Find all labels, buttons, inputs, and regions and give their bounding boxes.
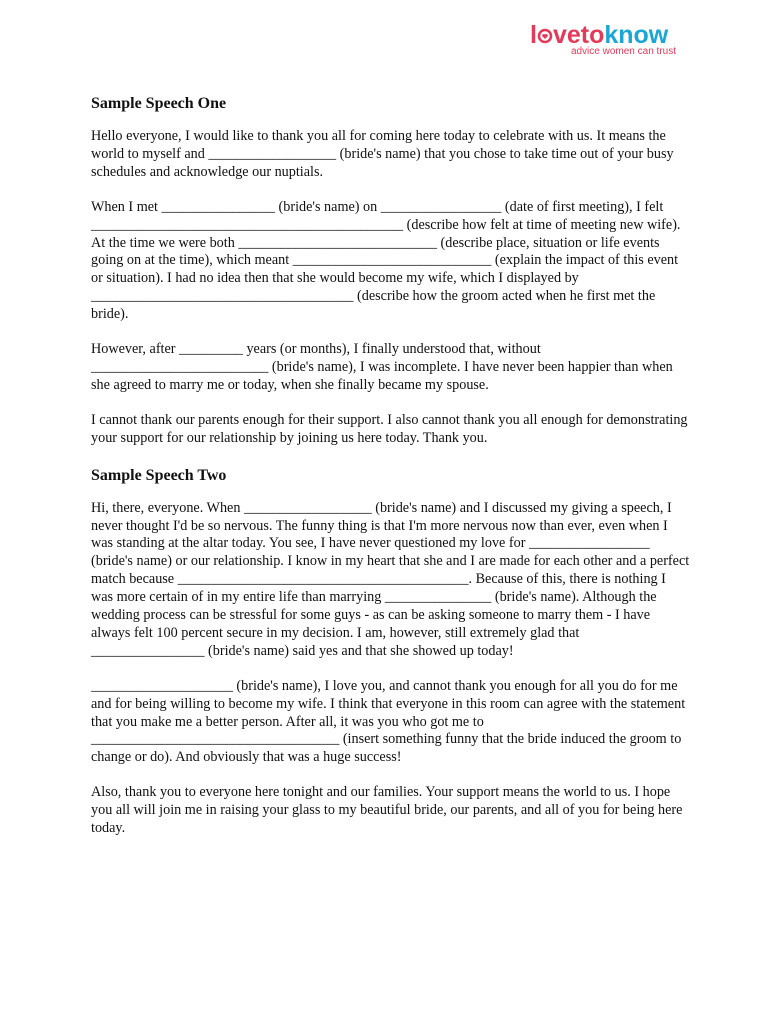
speech-two-section	[91, 466, 691, 838]
document-body	[91, 94, 691, 855]
logo-text-know: know	[604, 21, 669, 49]
speech-one-title: Sample Speech One	[91, 95, 227, 112]
logo-wordmark	[530, 22, 680, 48]
logo-text-veto: veto	[552, 21, 605, 49]
speech-one-paragraph-4: I cannot thank our parents enough for their support. I also cannot thank you all enough for demonstrating your support for our relationship by joining us here today. Thank you.	[91, 411, 688, 446]
lovetoknow-logo	[530, 22, 680, 58]
speech-two-paragraph-1: Hi, there, everyone. When __________________ (bride's name) and I discussed my giving a speech, I never thought I'd be so nervous. The funny thing is that I'm more nervous now than ever, even when I was standing at the altar today. You see, I have never questioned my love for _________________ (bride's name) or our relationship. I know in my heart that she and I are made for each other and a perfect match because _________________________________________. Because of this, there is nothing I was more certain of in my entire life than marrying _______________ (bride's name). Although the wedding process can be stressful for some guys - as can be asking someone to marry them - I have always felt 100 percent secure in my decision. I am, however, still extremely glad that ________________ (bride's name) said yes and that she showed up today!	[91, 499, 690, 659]
logo-text-l: l	[530, 21, 537, 49]
speech-one-paragraph-3: However, after _________ years (or months), I finally understood that, without _________________________ (bride's name), I was incomplete. I have never been happier than when she agreed to marry me or today, when she finally became my spouse.	[91, 341, 673, 393]
logo-tagline: advice women can trust	[570, 46, 676, 57]
speech-one-paragraph-1: Hello everyone, I would like to thank you all for coming here today to celebrate with us. It means the world to myself and __________________ (bride's name) that you chose to take time out of your busy schedules and acknowledge our nuptials.	[91, 128, 674, 180]
speech-two-paragraph-3: Also, thank you to everyone here tonight and our families. Your support means the world to us. I hope you all will join me in raising your glass to my beautiful bride, our parents, and all of you for being here today.	[91, 784, 683, 837]
heart-pin-icon	[537, 28, 553, 44]
speech-one-paragraph-2: When I met ________________ (bride's name) on _________________ (date of first meeting), I felt ____________________________________________ (describe how felt at time of meeting new wife). At the time we were both ____________________________ (describe place, situation or life events going on at the time), which meant ____________________________ (explain the impact of this event or situation). I had no idea then that she would become my wife, which I displayed by _____________________________________ (describe how the groom acted when he first met the bride).	[91, 198, 681, 323]
speech-two-title: Sample Speech Two	[91, 466, 227, 484]
speech-one-section	[91, 94, 691, 448]
speech-two-paragraph-2: ____________________ (bride's name), I love you, and cannot thank you enough for all you do for me and for being willing to become my wife. I think that everyone in this room can agree with the statement that you make me a better person. After all, it was you who got me to ___________________________________ (insert something funny that the bride induced the groom to change or do). And obviously that was a huge success!	[91, 677, 686, 766]
